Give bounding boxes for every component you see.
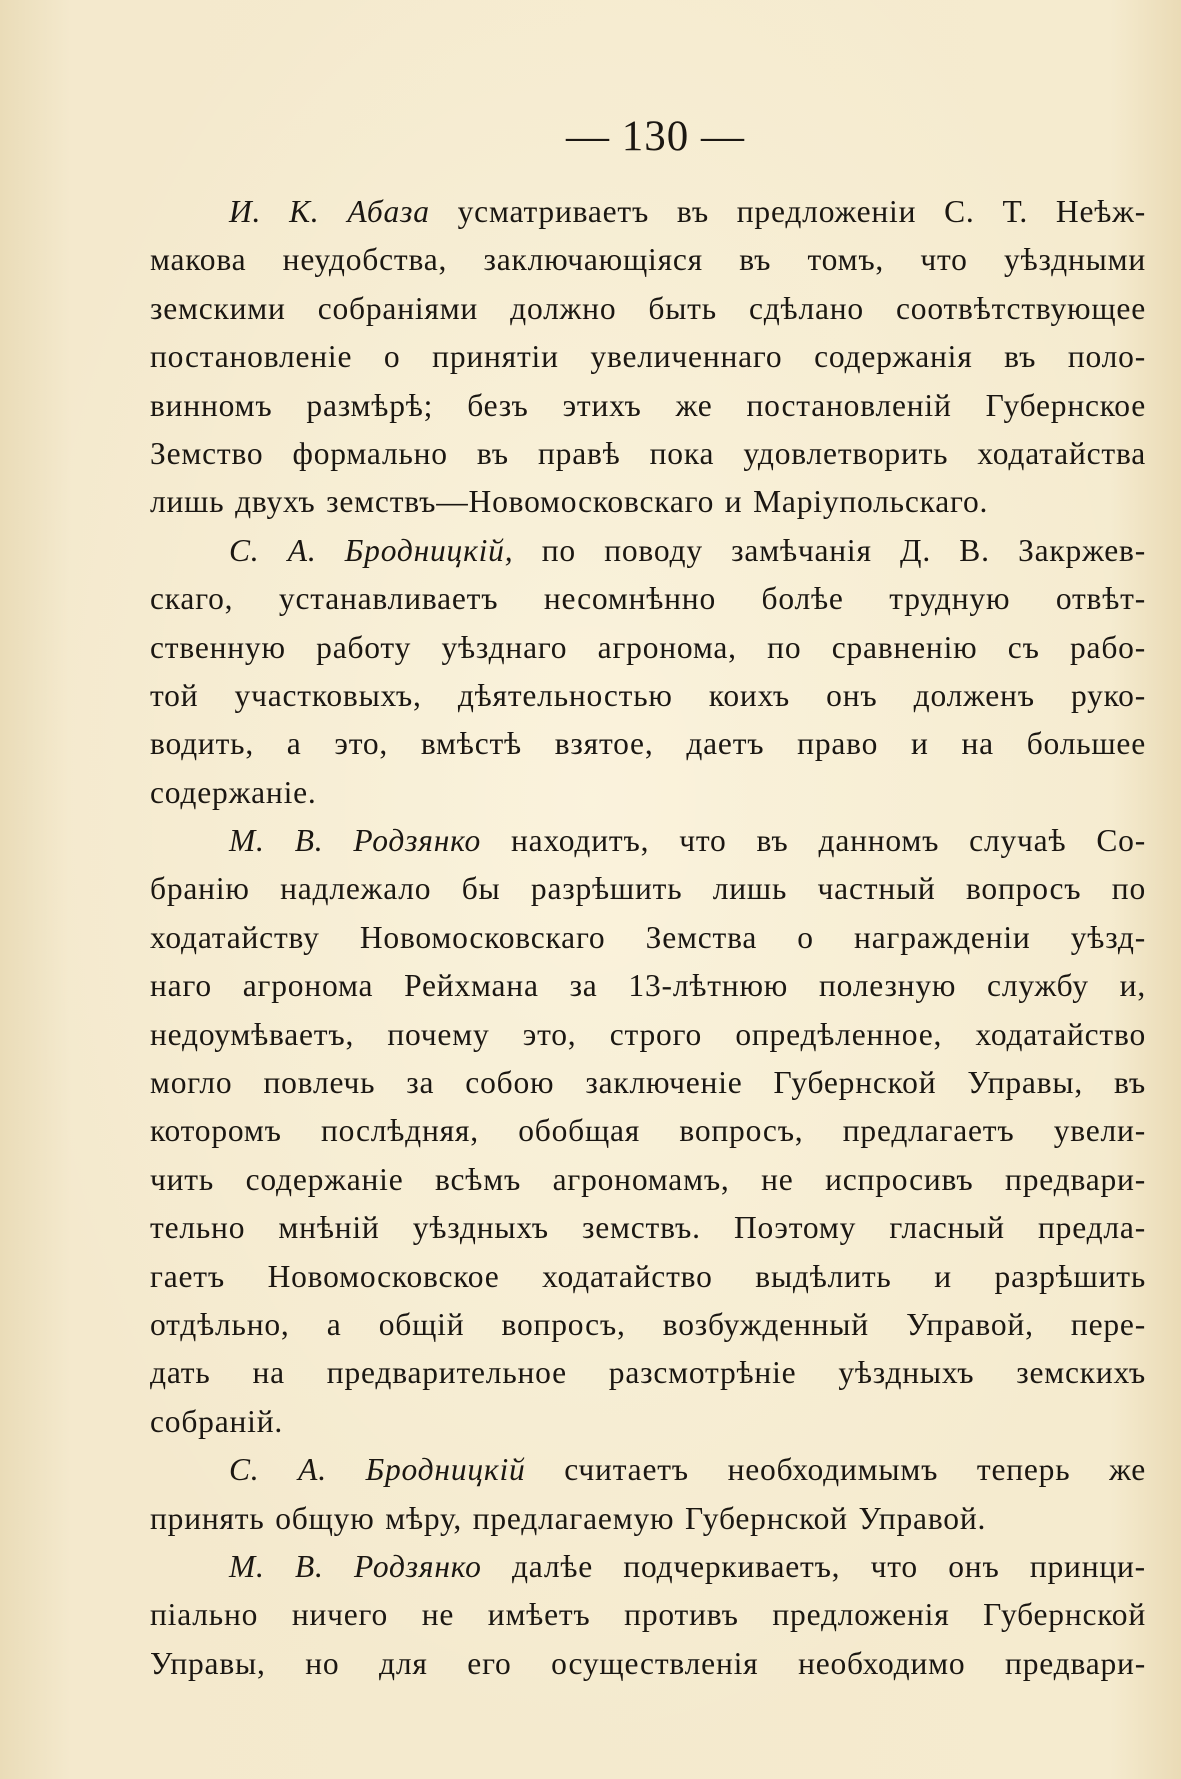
text-line: земскими собраніями должно быть сдѣлано соотвѣтствующее [150,290,1146,326]
text-line: дать на предварительное разсмотрѣніе уѣздныхъ земскихъ [150,1355,1146,1391]
text-line: собраній. [150,1403,284,1439]
text-line: бранію надлежало бы разрѣшить лишь частный вопросъ по [150,871,1146,907]
paragraph-rodzyanko-1 [150,817,1146,1446]
paragraph-first-line: М. В. Родзянко находитъ, что въ данномъ случаѣ Со- [229,823,1146,859]
text-line: піально ничего не имѣетъ противъ предложенія Губернской [150,1597,1146,1633]
text-line: водить, а это, вмѣстѣ взятое, даетъ право и на большее [150,726,1146,762]
text-line: скаго, устанавливаетъ несомнѣнно болѣе трудную отвѣт- [150,581,1146,617]
page-number: — 130 — [566,113,745,160]
paragraph-first-line: С. А. Бродницкій, по поводу замѣчанія Д. В. Закржев- [229,532,1146,568]
text-line: макова неудобства, заключающіяся въ томъ, что уѣздными [150,242,1146,278]
text-line: той участковыхъ, дѣятельностью коихъ онъ долженъ руко- [150,677,1146,713]
text-line: чить содержаніе всѣмъ агрономамъ, не испросивъ предвари- [150,1161,1146,1197]
text-line: могло повлечь за собою заключеніе Губернской Управы, въ [150,1065,1146,1101]
text-line: содержаніе. [150,774,317,810]
body-text [150,188,1146,1688]
text-line: Земство формально въ правѣ пока удовлетворить ходатайства [150,435,1146,471]
paragraph-rodzyanko-2 [150,1543,1146,1688]
speaker-name: И. К. Абаза [229,194,430,229]
text-line: ходатайству Новомосковскаго Земства о награжденіи уѣзд- [150,919,1146,955]
paragraph-brodnitsky-1 [150,527,1146,817]
speaker-name: С. А. Бродницкій [229,1452,526,1488]
paragraph-brodnitsky-2 [150,1446,1146,1543]
text-line: которомъ послѣдняя, обобщая вопросъ, предлагаетъ увели- [150,1113,1146,1149]
speaker-name: М. В. Родзянко [229,1548,482,1584]
paragraph-first-line: И. К. Абаза усматриваетъ въ предложеніи С. Т. Неѣж- [229,194,1146,229]
text-line: лишь двухъ земствъ—Новомосковскаго и Маріупольскаго. [150,484,989,520]
text-line: наго агронома Рейхмана за 13-лѣтнюю полезную службу и, [150,968,1146,1004]
speaker-name: М. В. Родзянко [229,823,482,859]
speaker-name: С. А. Бродницкій, [229,532,514,568]
paragraph-abaza [150,188,1146,527]
text-line: постановленіе о принятіи увеличеннаго содержанія въ поло- [150,339,1146,375]
text-line: гаетъ Новомосковское ходатайство выдѣлить и разрѣшить [150,1258,1146,1294]
text-line: тельно мнѣній уѣздныхъ земствъ. Поэтому гласный предла- [150,1210,1146,1246]
text-line: винномъ размѣрѣ; безъ этихъ же постановленій Губернское [150,387,1146,423]
text-line: отдѣльно, а общій вопросъ, возбужденный Управой, пере- [150,1306,1146,1342]
text-line: ственную работу уѣзднаго агронома, по сравненію съ рабо- [150,629,1146,665]
paragraph-first-line: М. В. Родзянко далѣе подчеркиваетъ, что онъ принци- [229,1548,1146,1584]
text-line: Управы, но для его осуществленія необходимо предвари- [150,1645,1146,1681]
text-line: принять общую мѣру, предлагаемую Губернской Управой. [150,1500,987,1536]
paragraph-first-line: С. А. Бродницкій считаетъ необходимымъ теперь же [229,1452,1147,1488]
text-line: недоумѣваетъ, почему это, строго опредѣленное, ходатайство [150,1016,1146,1052]
